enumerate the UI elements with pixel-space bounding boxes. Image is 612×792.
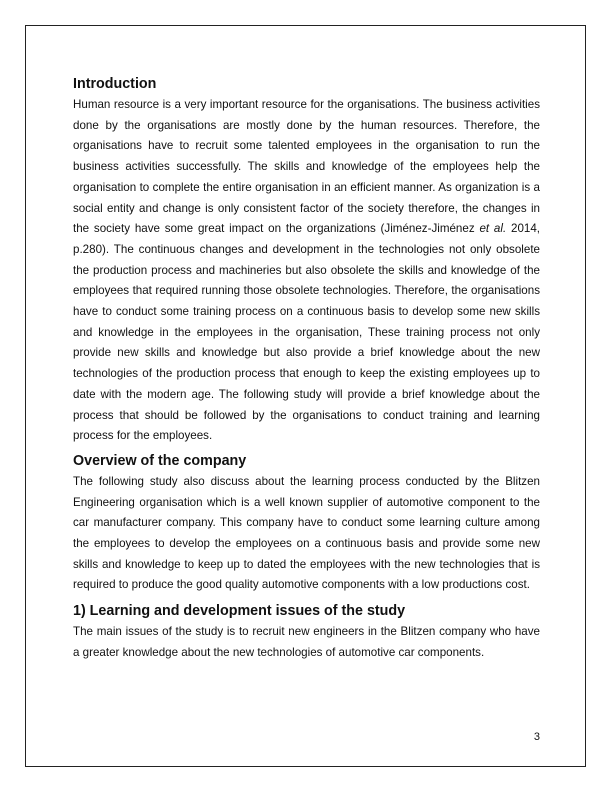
- introduction-heading: Introduction: [73, 76, 157, 92]
- introduction-text-part1: Human resource is a very important resource for the organisations. The business activities done by the organisations are mostly done by the human resources. Therefore, the organisations have to recruit some talented employees in the organisation to run the business activities successfully. The skills and knowledge of the employees help the organisation to complete the entire organisation in an efficient manner. As organization is a social entity and change is only consistent factor of the society therefore, the changes in the society have some great impact on the organizations (Jiménez-Jiménez: [73, 98, 540, 236]
- issues-paragraph: The main issues of the study is to recruit new engineers in the Blitzen company who have a greater knowledge about the new technologies of automotive car components.: [73, 625, 540, 659]
- overview-heading: Overview of the company: [73, 452, 247, 469]
- page-number: 3: [533, 731, 540, 743]
- document-body: [73, 75, 540, 664]
- issues-heading: 1) Learning and development issues of the study: [73, 603, 406, 620]
- overview-paragraph: The following study also discuss about the learning process conducted by the Blitzen Engineering organisation which is a well known supplier of automotive component to the car manufacturer company. This company have to conduct some learning culture among the employees to develop the employees on a continuous basis and provide some new skills and knowledge to keep up to dated the employees with the new technologies that is required to produce the good quality automotive components with a low productions cost.: [73, 474, 540, 592]
- et-al-citation: et al.: [479, 222, 507, 236]
- introduction-paragraph: [73, 95, 540, 447]
- introduction-text-part2: 2014, p.280). The continuous changes and development in the technologies not only obsolete the production process and machineries but also obsolete the skills and knowledge of the employees that required running those obsolete technologies. Therefore, the organisations have to conduct some training process on a continuous basis to develop some new skills and knowledge in the employees in the organisation, These training process not only provide new skills and knowledge but also provide a brief knowledge about the new technologies of the production process that enough to keep the existing employees up to date with the modern age. The following study will provide a brief knowledge about the process that should be followed by the organisations to conduct training and learning process for the employees.: [73, 222, 541, 443]
